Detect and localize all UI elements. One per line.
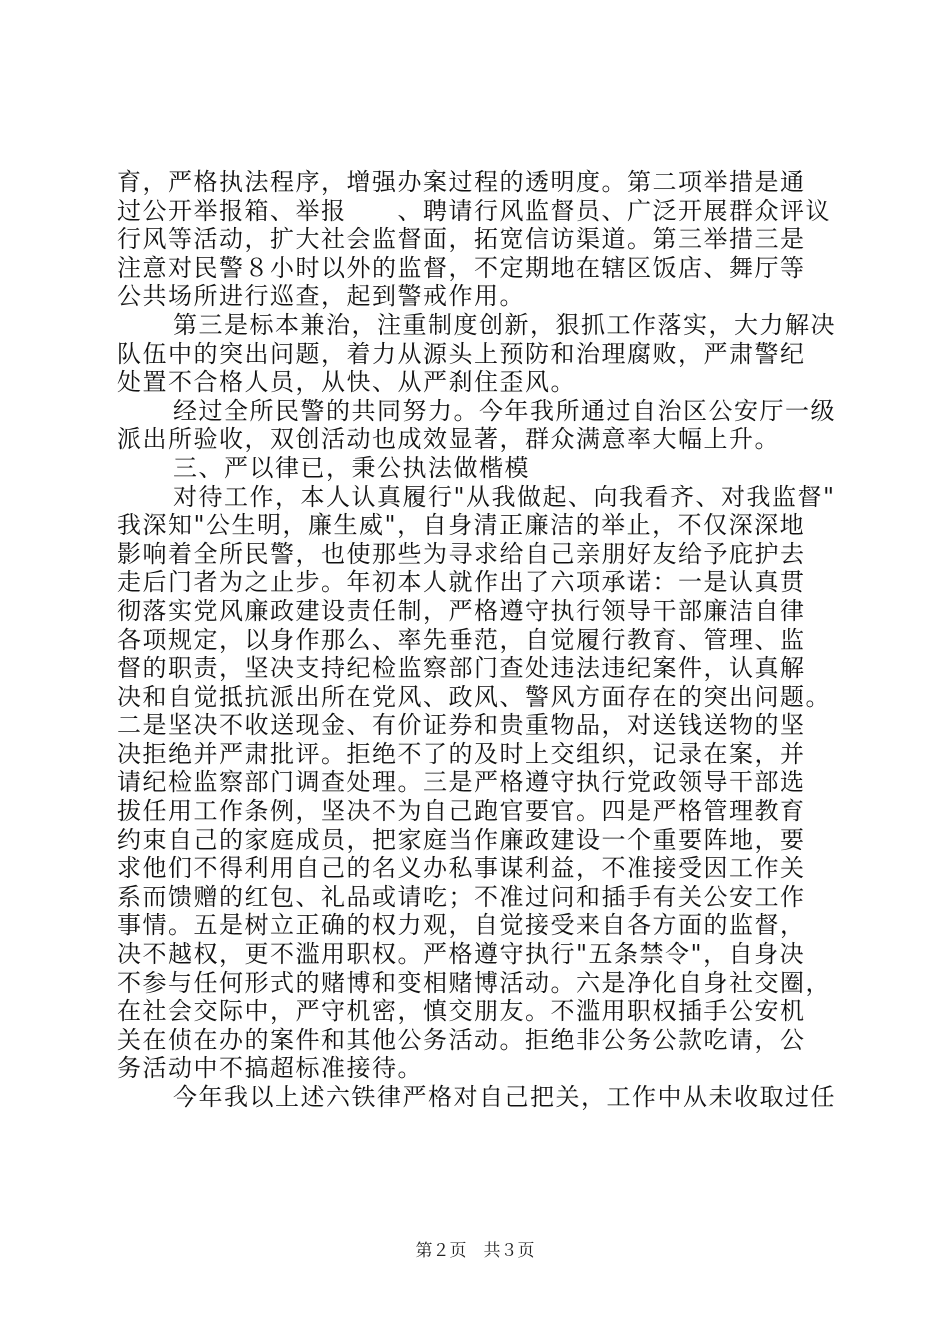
text-line: 在社会交际中，严守机密，慎交朋友。不滥用职权插手公安机 (117, 997, 806, 1026)
text-line: 我深知"公生明，廉生威"，自身清正廉洁的举止，不仅深深地 (117, 511, 806, 540)
text-line: 三、严以律已，秉公执法做楷模 (173, 453, 530, 482)
text-line: 请纪检监察部门调查处理。三是严格遵守执行党政领导干部选 (117, 768, 806, 797)
text-line: 不参与任何形式的赌博和变相赌博活动。六是净化自身社交圈， (117, 968, 831, 997)
text-line: 决不越权，更不滥用职权。严格遵守执行"五条禁令"，自身决 (117, 940, 806, 969)
text-line: 育，严格执法程序，增强办案过程的透明度。第二项举措是通 (117, 168, 806, 196)
text-line: 走后门者为之止步。年初本人就作出了六项承诺：一是认真贯 (117, 568, 806, 597)
text-line: 决拒绝并严肃批评。拒绝不了的及时上交组织，记录在案，并 (117, 739, 806, 768)
text-line: 对待工作，本人认真履行"从我做起、向我看齐、对我监督" (173, 482, 836, 511)
document-body (117, 168, 837, 1112)
text-line: 系而馈赠的红包、礼品或请吃；不准过问和插手有关公安工作 (117, 882, 806, 911)
text-line: 彻落实党风廉政建设责任制，严格遵守执行领导干部廉洁自律 (117, 596, 806, 625)
text-line: 求他们不得利用自己的名义办私事谋利益，不准接受因工作关 (117, 854, 806, 883)
text-line: 公共场所进行巡查，起到警戒作用。 (117, 282, 525, 311)
text-line: 决和自觉抵抗派出所在党风、政风、警风方面存在的突出问题。 (117, 682, 831, 711)
page-footer: 第２页 共３页 (415, 1241, 535, 1261)
text-line: 各项规定，以身作那么、率先垂范，自觉履行教育、管理、监 (117, 625, 806, 654)
text-line: 影响着全所民警，也使那些为寻求给自己亲朋好友给予庇护去 (117, 539, 806, 568)
text-line: 督的职责，坚决支持纪检监察部门查处违法违纪案件，认真解 (117, 654, 806, 683)
text-line: 拔任用工作条例，坚决不为自己跑官要官。四是严格管理教育 (117, 797, 806, 826)
text-line: 今年我以上述六铁律严格对自己把关，工作中从未收取过任 (173, 1083, 836, 1111)
text-line: 第三是标本兼治，注重制度创新，狠抓工作落实，大力解决 (173, 310, 836, 339)
text-line: 约束自己的家庭成员，把家庭当作廉政建设一个重要阵地，要 (117, 825, 806, 854)
text-line: 关在侦在办的案件和其他公务活动。拒绝非公务公款吃请，公 (117, 1025, 806, 1054)
text-line: 事情。五是树立正确的权力观，自觉接受来自各方面的监督， (117, 911, 806, 940)
text-line: 注意对民警８小时以外的监督，不定期地在辖区饭店、舞厅等 (117, 253, 806, 282)
text-line: 行风等活动，扩大社会监督面，拓宽信访渠道。第三举措三是 (117, 225, 806, 254)
text-line: 过公开举报箱、举报 、聘请行风监督员、广泛开展群众评议 (117, 196, 831, 225)
text-line: 队伍中的突出问题，着力从源头上预防和治理腐败，严肃警纪 (117, 339, 806, 368)
text-line: 务活动中不搞超标准接待。 (117, 1054, 423, 1083)
text-line: 经过全所民警的共同努力。今年我所通过自治区公安厅一级 (173, 396, 836, 425)
text-line: 派出所验收，双创活动也成效显著，群众满意率大幅上升。 (117, 425, 780, 454)
text-line: 处置不合格人员，从快、从严刹住歪风。 (117, 368, 576, 397)
text-line: 二是坚决不收送现金、有价证券和贵重物品，对送钱送物的坚 (117, 711, 806, 740)
